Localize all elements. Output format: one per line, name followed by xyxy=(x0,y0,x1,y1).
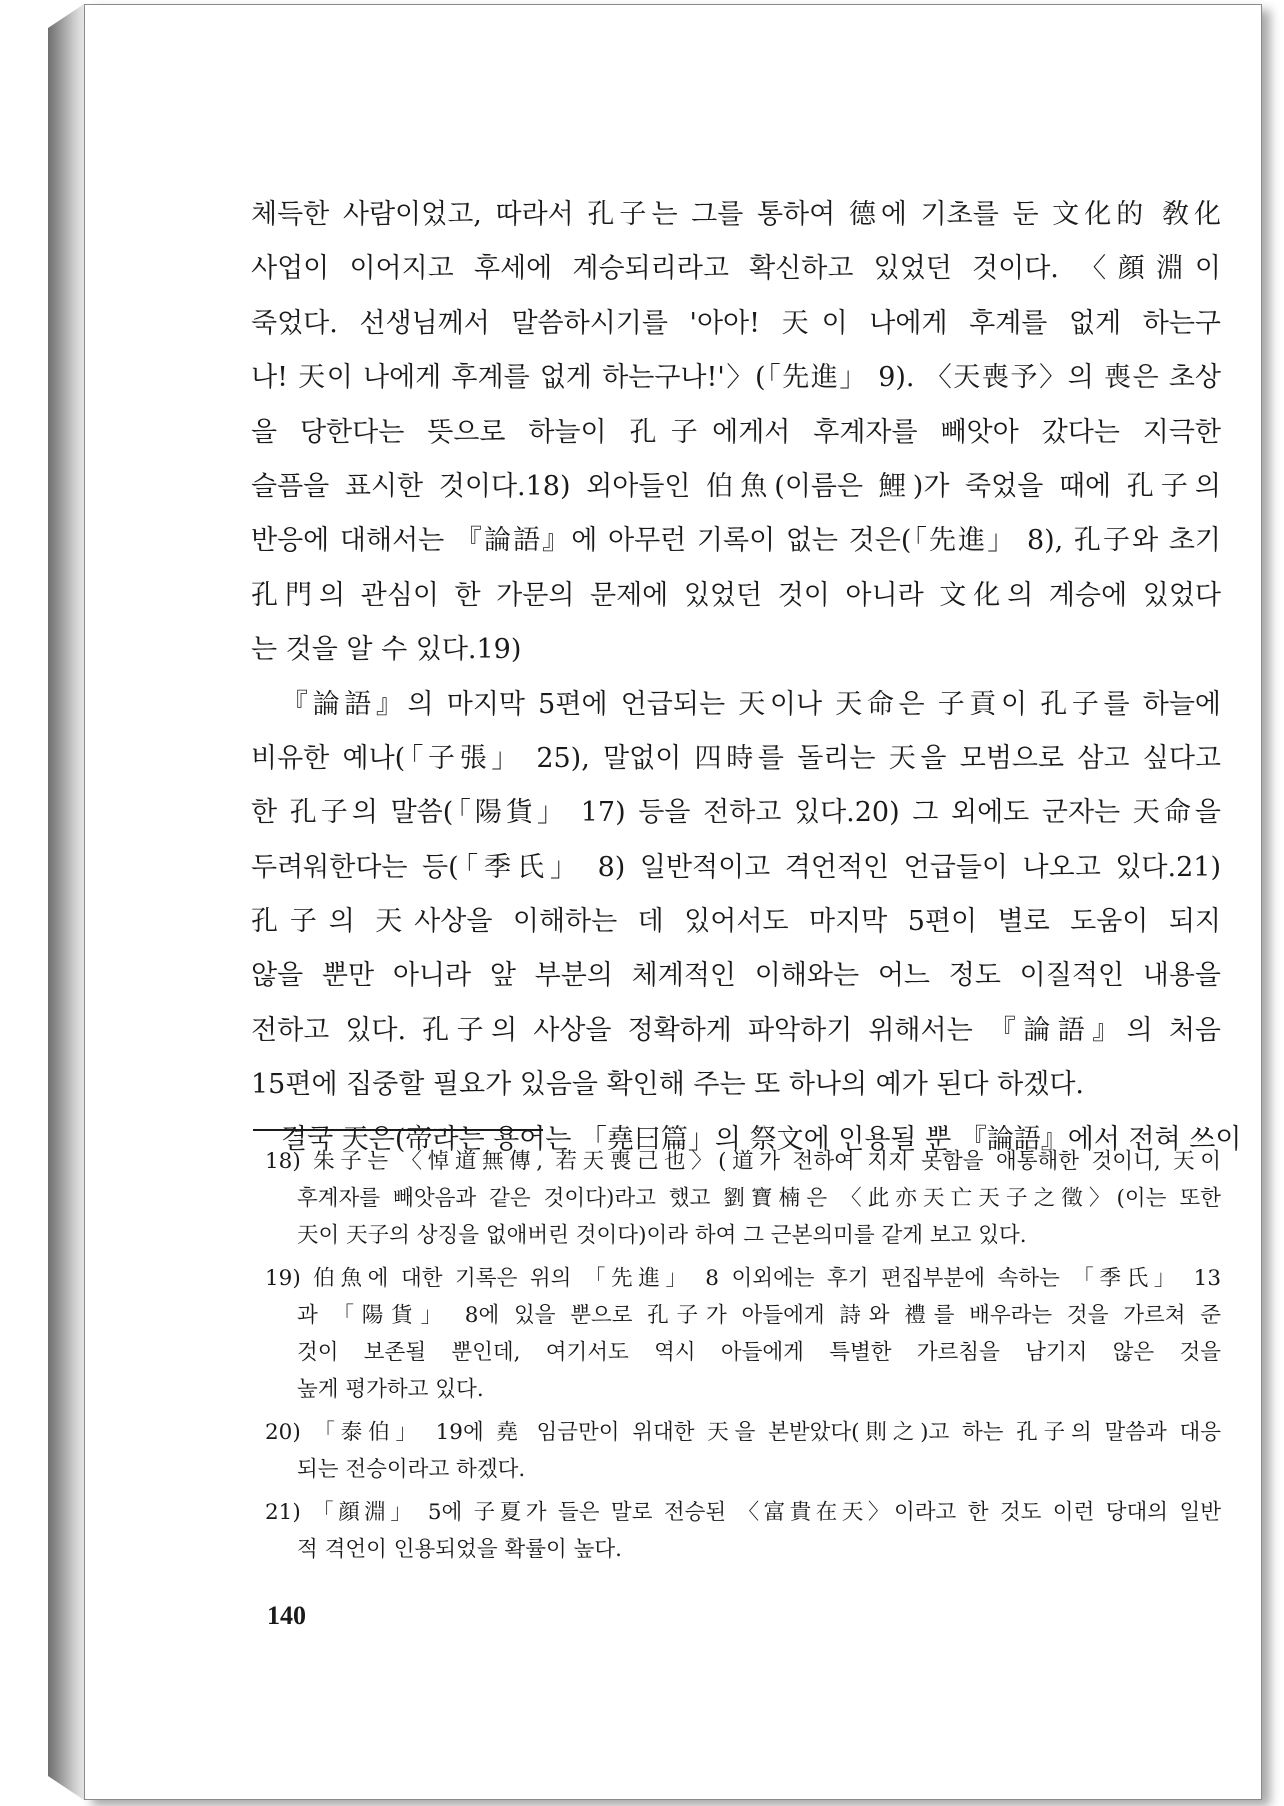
text-line: 을 당한다는 뜻으로 하늘이 孔子에게서 후계자를 빼앗아 갔다는 지극한 xyxy=(251,416,1221,448)
text-line: 孔門의 관심이 한 가문의 문제에 있었던 것이 아니라 文化의 계승에 있었다 xyxy=(251,579,1221,611)
footnote-separator xyxy=(253,1129,543,1131)
footnote-line: 적 격언이 인용되었을 확률이 높다. xyxy=(297,1537,622,1562)
book-spine xyxy=(48,4,84,1800)
text-line: 비유한 예나(「子張」 25), 말없이 四時를 돌리는 天을 모범으로 삼고 싶다고 xyxy=(251,742,1221,774)
page-number: 140 xyxy=(267,1601,306,1630)
text-line: 죽었다. 선생님께서 말씀하시기를 '아아! 天이 나에게 후계를 없게 하는구 xyxy=(251,307,1221,339)
text-line: 반응에 대해서는 『論語』에 아무런 기록이 없는 것은(「先進」 8), 孔子와 초기 xyxy=(251,525,1221,557)
text-line: 전하고 있다. 孔子의 사상을 정확하게 파악하기 위해서는 『論語』의 처음 xyxy=(251,1014,1221,1046)
text-line: 체득한 사람이었고, 따라서 孔子는 그를 통하여 德에 기초를 둔 文化的 敎化 xyxy=(251,199,1221,230)
text-line: 15편에 집중할 필요가 있음을 확인해 주는 또 하나의 예가 된다 하겠다. xyxy=(251,1069,1084,1101)
footnote-line: 20) 「泰伯」 19에 堯 임금만이 위대한 天을 본받았다(則之)고 하는 孔子의 말씀과 대응 xyxy=(265,1420,1221,1445)
text-line: 슬픔을 표시한 것이다.18) 외아들인 伯魚(이름은 鯉)가 죽었을 때에 孔子의 xyxy=(251,470,1221,502)
footnotes xyxy=(265,1143,1221,1574)
text-line-indented: 『論語』의 마지막 5편에 언급되는 天이나 天命은 子貢이 孔子를 하늘에 xyxy=(281,688,1221,720)
book-page xyxy=(84,4,1262,1800)
main-text xyxy=(251,188,1242,1167)
footnote-line: 21) 「顔淵」 5에 子夏가 들은 말로 전승된 〈富貴在天〉이라고 한 것도 이런 당대의 일반 xyxy=(265,1500,1221,1525)
footnote-line: 되는 전승이라고 하겠다. xyxy=(297,1457,526,1482)
footnote-line: 19) 伯魚에 대한 기록은 위의 「先進」 8 이외에는 후기 편집부분에 속하는 「季氏」 13 xyxy=(265,1266,1221,1291)
footnote-line: 후계자를 빼앗음과 같은 것이다)라고 했고 劉寶楠은 〈此亦天亡天子之徵〉(이는 또한 xyxy=(297,1186,1221,1211)
text-line: 한 孔子의 말씀(「陽貨」 17) 등을 전하고 있다.20) 그 외에도 군자는 天命을 xyxy=(251,797,1221,829)
footnote-19 xyxy=(265,1260,1221,1408)
text-line: 나! 天이 나에게 후계를 없게 하는구나!'〉(「先進」 9). 〈天喪予〉의 喪은 초상 xyxy=(251,362,1221,394)
footnote-18 xyxy=(265,1143,1221,1254)
footnote-line: 天이 天子의 상징을 없애버린 것이다)이라 하여 그 근본의미를 같게 보고 있다. xyxy=(297,1223,1027,1248)
footnote-line: 18) 朱子는 〈悼道無傳, 若天喪己也〉(道가 전하여 지지 못함을 애통해한 것이니, 天이 xyxy=(265,1149,1221,1174)
text-line-indented: 결국 天은(帝라는 용어는 「堯曰篇」의 祭文에 인용될 뿐 『論語』에서 전혀 쓰이 xyxy=(281,1123,1242,1155)
text-line: 孔子의 天사상을 이해하는 데 있어서도 마지막 5편이 별로 도움이 되지 xyxy=(251,906,1221,938)
footnote-line: 것이 보존될 뿐인데, 여기서도 역시 아들에게 특별한 가르침을 남기지 않은 것을 xyxy=(297,1340,1221,1365)
footnote-line: 과 「陽貨」 8에 있을 뿐으로 孔子가 아들에게 詩와 禮를 배우라는 것을 가르쳐 준 xyxy=(297,1303,1221,1328)
text-line: 는 것을 알 수 있다.19) xyxy=(251,634,522,666)
footnote-21 xyxy=(265,1494,1221,1568)
footnote-20 xyxy=(265,1414,1221,1488)
text-line: 두려워한다는 등(「季氏」 8) 일반적이고 격언적인 언급들이 나오고 있다.21) xyxy=(251,851,1221,883)
footnote-line: 높게 평가하고 있다. xyxy=(297,1377,484,1402)
text-line: 사업이 이어지고 후세에 계승되리라고 확신하고 있었던 것이다. 〈顔淵이 xyxy=(251,253,1221,285)
text-line: 않을 뿐만 아니라 앞 부분의 체계적인 이해와는 어느 정도 이질적인 내용을 xyxy=(251,960,1221,992)
